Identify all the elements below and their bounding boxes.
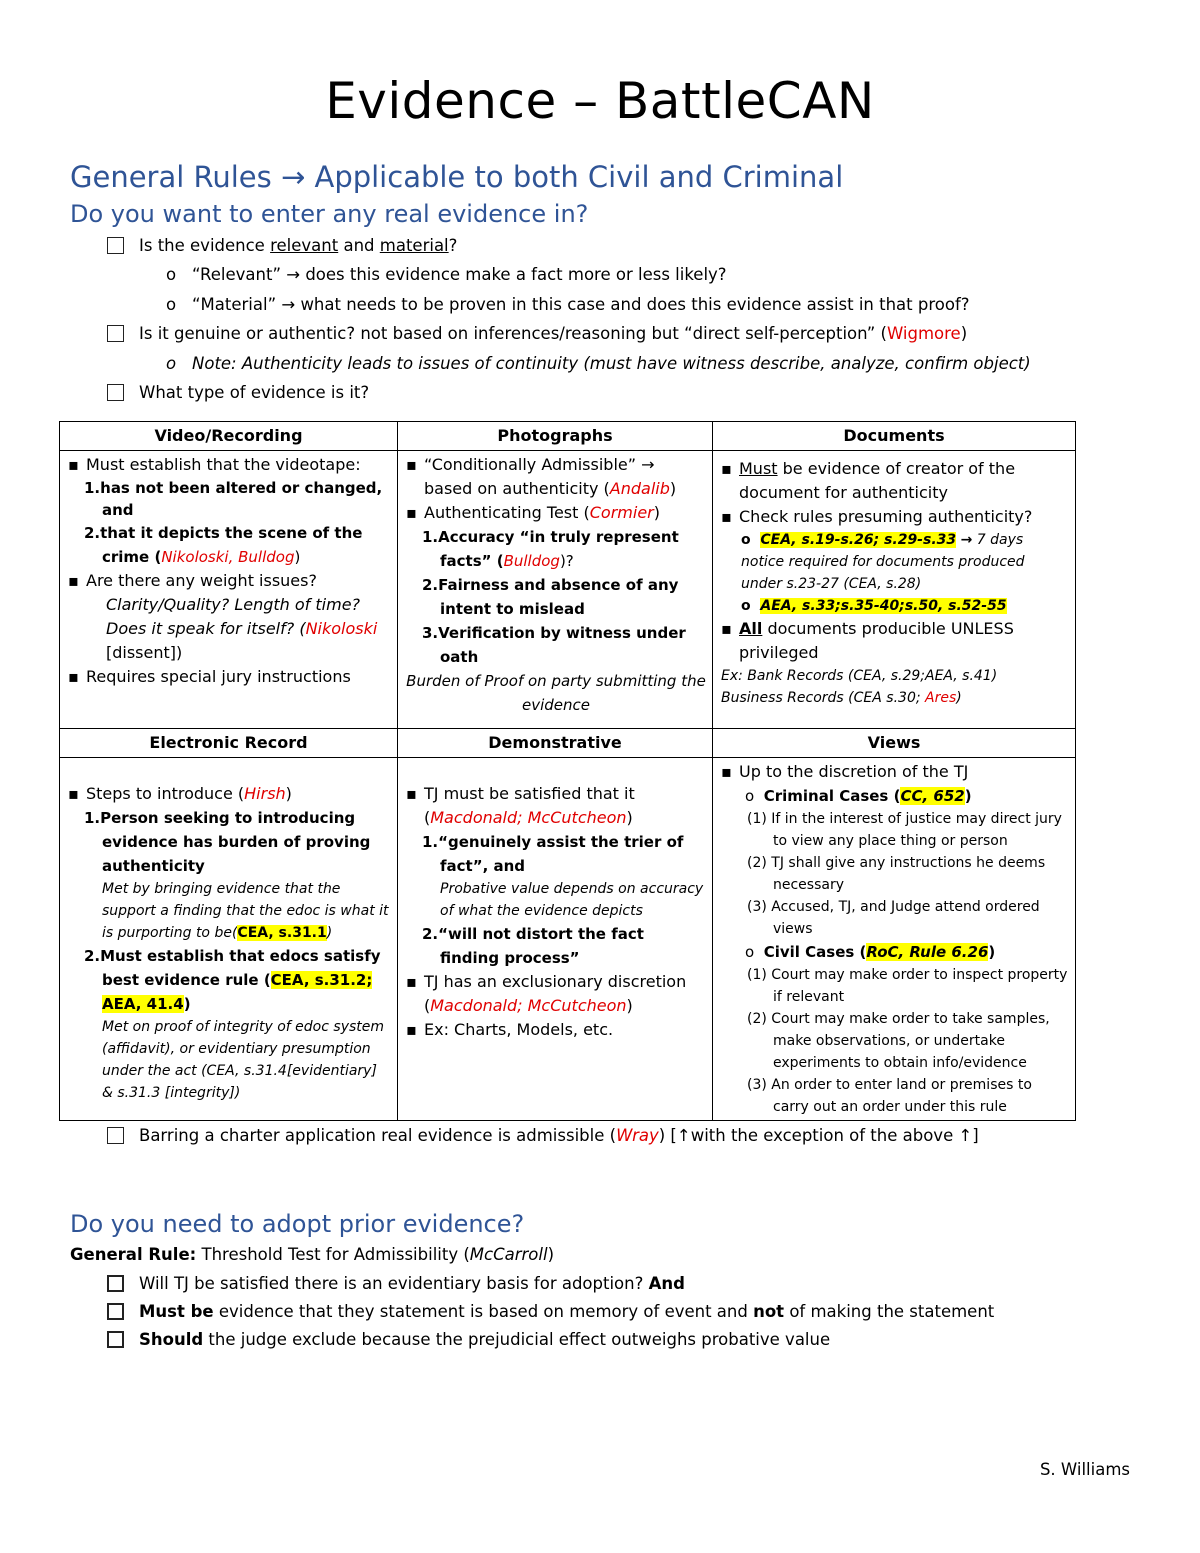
sub-item-relevant: o “Relevant” → does this evidence make a fact more or less likely? — [166, 265, 727, 284]
checklist-item-authentic: Is it genuine or authentic? not based on inferences/reasoning but “direct self-perception” (Wigmore) — [107, 324, 967, 343]
checkbox[interactable] — [107, 237, 124, 254]
cell-photographs: ▪ “Conditionally Admissible” → based on authenticity (Andalib) ▪ Authenticating Test (Cormier) 1.Accuracy “in truly represent facts” (Bulldog)? 2.Fairness and absence of any intent to mislead 3.Verification by witness under oath Burden of Proof on party submitting the evidence — [398, 451, 713, 729]
evidence-types-table — [59, 421, 1076, 1121]
general-rules-heading: General Rules → Applicable to both Civil and Criminal — [70, 160, 844, 194]
header-demonstrative: Demonstrative — [398, 729, 713, 758]
adopt-evidence-heading: Do you need to adopt prior evidence? — [70, 1210, 525, 1238]
checklist-item-relevant: Is the evidence relevant and material? — [107, 236, 457, 255]
checkbox[interactable] — [107, 325, 124, 342]
page-title: Evidence – BattleCAN — [325, 72, 875, 130]
cell-video: ▪ Must establish that the videotape: 1.has not been altered or changed, and 2.that it depicts the scene of the crime (Nikoloski, Bulldog) ▪ Are there any weight issues? Clarity/Quality? Length of time? Does it speak for itself? (Nikoloski [dissent]) ▪ Requires special jury instructions — [60, 451, 398, 729]
checkbox[interactable] — [107, 384, 124, 401]
header-views: Views — [713, 729, 1076, 758]
header-video: Video/Recording — [60, 422, 398, 451]
checkbox[interactable] — [107, 1275, 124, 1292]
general-rule: General Rule: Threshold Test for Admissibility (McCarroll) — [70, 1245, 554, 1264]
header-electronic: Electronic Record — [60, 729, 398, 758]
checklist-item-exclude: Should the judge exclude because the prejudicial effect outweighs probative value — [107, 1330, 830, 1349]
header-photographs: Photographs — [398, 422, 713, 451]
real-evidence-heading: Do you want to enter any real evidence in? — [70, 200, 589, 228]
checklist-item-type: What type of evidence is it? — [107, 383, 369, 402]
checklist-item-memory: Must be evidence that they statement is based on memory of event and not of making the statement — [107, 1302, 994, 1321]
checkbox[interactable] — [107, 1127, 124, 1144]
author-footer: S. Williams — [1039, 1460, 1130, 1479]
checklist-item-adoption-basis: Will TJ be satisfied there is an evidentiary basis for adoption? And — [107, 1274, 685, 1293]
cell-views: ▪ Up to the discretion of the TJ o Criminal Cases (CC, 652) (1) If in the interest of justice may direct jury to view any place thing or person (2) TJ shall give any instructions he deems necessary (3) Accused, TJ, and Judge attend ordered views o Civil Cases (RoC, Rule 6.26) (1) Court may make order to inspect property if relevant (2) Court may make order to take samples, make observations, or undertake experiments to obtain info/evidence (3) An order to enter land or premises to carry out an order under this rule — [713, 758, 1076, 1121]
header-documents: Documents — [713, 422, 1076, 451]
checklist-item-barring: Barring a charter application real evidence is admissible (Wray) [↑with the exception of the above ↑] — [107, 1126, 979, 1145]
cell-electronic: ▪ Steps to introduce (Hirsh) 1.Person seeking to introducing evidence has burden of proving authenticity Met by bringing evidence that the support a finding that the edoc is what it is purporting to be(CEA, s.31.1) 2.Must establish that edocs satisfy best evidence rule (CEA, s.31.2; AEA, 41.4) Met on proof of integrity of edoc system (affidavit), or evidentiary presumption under the act (CEA, s.31.4[evidentiary] & s.31.3 [integrity]) — [60, 758, 398, 1121]
checkbox[interactable] — [107, 1331, 124, 1348]
sub-item-authenticity-note: o Note: Authenticity leads to issues of continuity (must have witness describe, analyze, confirm object) — [166, 354, 1031, 373]
sub-item-material: o “Material” → what needs to be proven in this case and does this evidence assist in that proof? — [166, 295, 970, 314]
checkbox[interactable] — [107, 1303, 124, 1320]
cell-demonstrative: ▪ TJ must be satisfied that it (Macdonald; McCutcheon) 1.“genuinely assist the trier of fact”, and Probative value depends on accuracy of what the evidence depicts 2.“will not distort the fact finding process” ▪ TJ has an exclusionary discretion (Macdonald; McCutcheon) ▪ Ex: Charts, Models, etc. — [398, 758, 713, 1121]
cell-documents: ▪ Must be evidence of creator of the document for authenticity ▪ Check rules presuming authenticity? o CEA, s.19-s.26; s.29-s.33 → 7 days notice required for documents produced under s.23-27 (CEA, s.28) o AEA, s.33;s.35-40;s.50, s.52-55 ▪ All documents producible UNLESS privileged Ex: Bank Records (CEA, s.29;AEA, s.41) Business Records (CEA s.30; Ares) — [713, 451, 1076, 729]
